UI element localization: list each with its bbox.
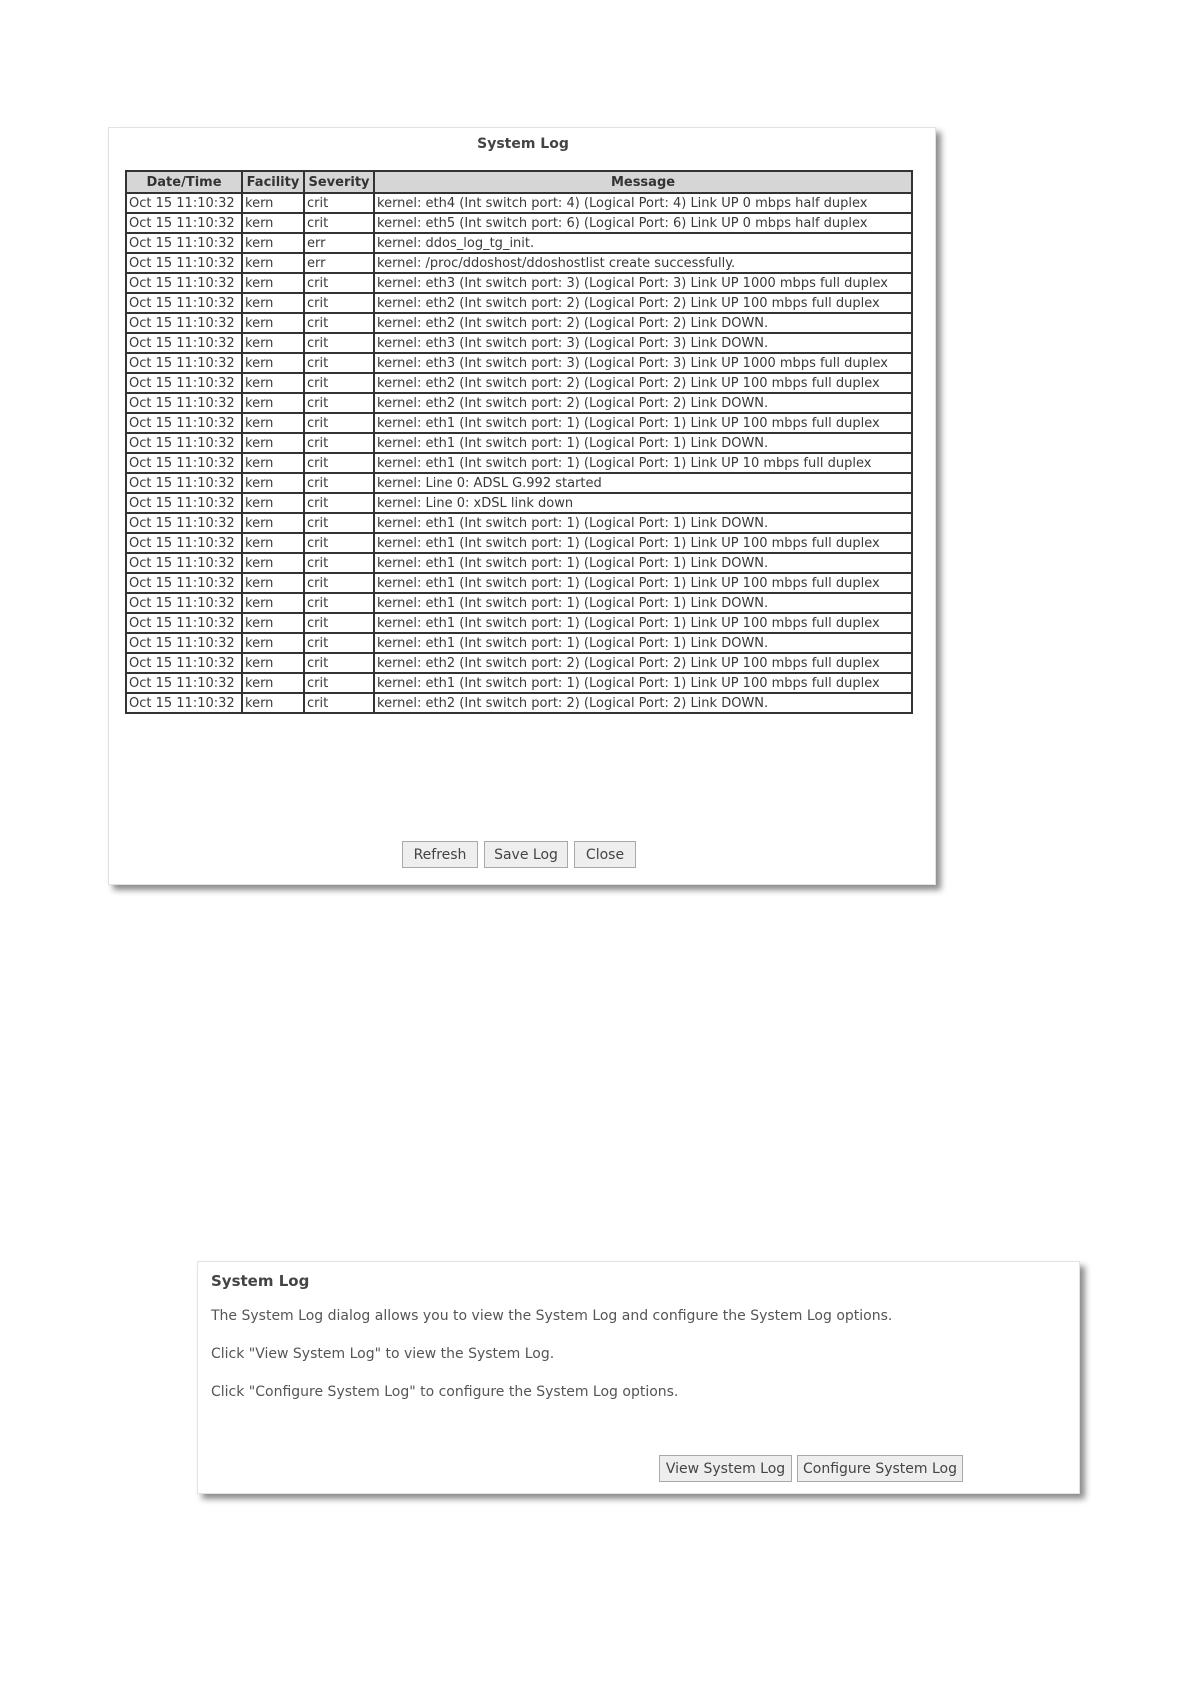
cell-severity: crit (304, 293, 374, 313)
cell-date-time: Oct 15 11:10:32 (126, 413, 242, 433)
table-row (126, 473, 912, 493)
cell-facility: kern (242, 233, 304, 253)
cell-severity: crit (304, 633, 374, 653)
cell-facility: kern (242, 573, 304, 593)
cell-message: kernel: eth1 (Int switch port: 1) (Logical Port: 1) Link UP 100 mbps full duplex (374, 613, 912, 633)
cell-facility: kern (242, 213, 304, 233)
table-row (126, 533, 912, 553)
cell-severity: crit (304, 213, 374, 233)
cell-message: kernel: eth3 (Int switch port: 3) (Logical Port: 3) Link DOWN. (374, 333, 912, 353)
cell-date-time: Oct 15 11:10:32 (126, 233, 242, 253)
cell-facility: kern (242, 353, 304, 373)
cell-date-time: Oct 15 11:10:32 (126, 533, 242, 553)
table-row (126, 673, 912, 693)
cell-facility: kern (242, 293, 304, 313)
table-row (126, 333, 912, 353)
cell-message: kernel: eth3 (Int switch port: 3) (Logical Port: 3) Link UP 1000 mbps full duplex (374, 273, 912, 293)
cell-date-time: Oct 15 11:10:32 (126, 673, 242, 693)
table-row (126, 233, 912, 253)
cell-message: kernel: eth2 (Int switch port: 2) (Logical Port: 2) Link DOWN. (374, 693, 912, 713)
cell-message: kernel: eth1 (Int switch port: 1) (Logical Port: 1) Link DOWN. (374, 513, 912, 533)
cell-severity: crit (304, 493, 374, 513)
view-system-log-button[interactable]: View System Log (659, 1455, 792, 1482)
cell-facility: kern (242, 653, 304, 673)
cell-message: kernel: eth1 (Int switch port: 1) (Logical Port: 1) Link DOWN. (374, 593, 912, 613)
cell-message: kernel: eth2 (Int switch port: 2) (Logical Port: 2) Link UP 100 mbps full duplex (374, 293, 912, 313)
system-log-dialog (108, 127, 936, 885)
cell-date-time: Oct 15 11:10:32 (126, 473, 242, 493)
cell-facility: kern (242, 253, 304, 273)
table-row (126, 293, 912, 313)
cell-date-time: Oct 15 11:10:32 (126, 693, 242, 713)
column-header-date-time: Date/Time (126, 171, 242, 193)
system-log-table (125, 170, 913, 714)
cell-severity: crit (304, 413, 374, 433)
cell-severity: crit (304, 693, 374, 713)
cell-facility: kern (242, 433, 304, 453)
cell-severity: crit (304, 473, 374, 493)
cell-message: kernel: eth1 (Int switch port: 1) (Logical Port: 1) Link DOWN. (374, 633, 912, 653)
cell-severity: err (304, 253, 374, 273)
column-header-message: Message (374, 171, 912, 193)
table-row (126, 213, 912, 233)
cell-facility: kern (242, 333, 304, 353)
table-row (126, 393, 912, 413)
cell-message: kernel: eth2 (Int switch port: 2) (Logical Port: 2) Link DOWN. (374, 393, 912, 413)
table-row (126, 653, 912, 673)
cell-severity: crit (304, 433, 374, 453)
table-row (126, 433, 912, 453)
configure-instruction-text: Click "Configure System Log" to configure the System Log options. (211, 1384, 679, 1400)
cell-severity: crit (304, 553, 374, 573)
cell-facility: kern (242, 193, 304, 213)
cell-message: kernel: ddos_log_tg_init. (374, 233, 912, 253)
cell-severity: err (304, 233, 374, 253)
cell-date-time: Oct 15 11:10:32 (126, 493, 242, 513)
cell-facility: kern (242, 313, 304, 333)
cell-severity: crit (304, 453, 374, 473)
cell-severity: crit (304, 533, 374, 553)
table-row (126, 413, 912, 433)
table-row (126, 453, 912, 473)
cell-severity: crit (304, 653, 374, 673)
view-instruction-text: Click "View System Log" to view the System Log. (211, 1346, 555, 1362)
cell-date-time: Oct 15 11:10:32 (126, 333, 242, 353)
column-header-facility: Facility (242, 171, 304, 193)
table-row (126, 313, 912, 333)
cell-date-time: Oct 15 11:10:32 (126, 653, 242, 673)
cell-severity: crit (304, 313, 374, 333)
cell-severity: crit (304, 613, 374, 633)
cell-date-time: Oct 15 11:10:32 (126, 453, 242, 473)
refresh-button[interactable]: Refresh (402, 841, 478, 868)
cell-date-time: Oct 15 11:10:32 (126, 513, 242, 533)
table-row (126, 513, 912, 533)
cell-date-time: Oct 15 11:10:32 (126, 613, 242, 633)
cell-date-time: Oct 15 11:10:32 (126, 293, 242, 313)
cell-facility: kern (242, 473, 304, 493)
cell-severity: crit (304, 673, 374, 693)
cell-facility: kern (242, 493, 304, 513)
cell-facility: kern (242, 393, 304, 413)
cell-message: kernel: Line 0: xDSL link down (374, 493, 912, 513)
cell-message: kernel: Line 0: ADSL G.992 started (374, 473, 912, 493)
cell-date-time: Oct 15 11:10:32 (126, 593, 242, 613)
cell-facility: kern (242, 633, 304, 653)
cell-facility: kern (242, 513, 304, 533)
cell-date-time: Oct 15 11:10:32 (126, 633, 242, 653)
cell-facility: kern (242, 273, 304, 293)
table-row (126, 193, 912, 213)
table-row (126, 353, 912, 373)
cell-date-time: Oct 15 11:10:32 (126, 393, 242, 413)
cell-severity: crit (304, 593, 374, 613)
table-row (126, 373, 912, 393)
cell-date-time: Oct 15 11:10:32 (126, 573, 242, 593)
cell-facility: kern (242, 533, 304, 553)
cell-date-time: Oct 15 11:10:32 (126, 213, 242, 233)
cell-facility: kern (242, 453, 304, 473)
description-text: The System Log dialog allows you to view the System Log and configure the System Log options. (211, 1308, 893, 1324)
cell-facility: kern (242, 413, 304, 433)
cell-message: kernel: eth5 (Int switch port: 6) (Logical Port: 6) Link UP 0 mbps half duplex (374, 213, 912, 233)
cell-message: kernel: eth1 (Int switch port: 1) (Logical Port: 1) Link UP 10 mbps full duplex (374, 453, 912, 473)
table-row (126, 573, 912, 593)
cell-date-time: Oct 15 11:10:32 (126, 373, 242, 393)
cell-message: kernel: /proc/ddoshost/ddoshostlist create successfully. (374, 253, 912, 273)
cell-severity: crit (304, 193, 374, 213)
cell-message: kernel: eth1 (Int switch port: 1) (Logical Port: 1) Link UP 100 mbps full duplex (374, 533, 912, 553)
cell-facility: kern (242, 593, 304, 613)
cell-severity: crit (304, 513, 374, 533)
cell-date-time: Oct 15 11:10:32 (126, 553, 242, 573)
cell-facility: kern (242, 693, 304, 713)
cell-facility: kern (242, 613, 304, 633)
cell-message: kernel: eth3 (Int switch port: 3) (Logical Port: 3) Link UP 1000 mbps full duplex (374, 353, 912, 373)
cell-message: kernel: eth2 (Int switch port: 2) (Logical Port: 2) Link UP 100 mbps full duplex (374, 373, 912, 393)
cell-facility: kern (242, 373, 304, 393)
cell-date-time: Oct 15 11:10:32 (126, 313, 242, 333)
table-row (126, 693, 912, 713)
table-header-row (126, 171, 912, 193)
close-button[interactable]: Close (574, 841, 636, 868)
cell-facility: kern (242, 673, 304, 693)
table-row (126, 633, 912, 653)
cell-message: kernel: eth4 (Int switch port: 4) (Logical Port: 4) Link UP 0 mbps half duplex (374, 193, 912, 213)
cell-severity: crit (304, 573, 374, 593)
table-row (126, 253, 912, 273)
cell-facility: kern (242, 553, 304, 573)
table-row (126, 613, 912, 633)
dialog-title: System Log (477, 136, 569, 152)
cell-date-time: Oct 15 11:10:32 (126, 273, 242, 293)
log-rows (126, 193, 912, 713)
cell-message: kernel: eth1 (Int switch port: 1) (Logical Port: 1) Link UP 100 mbps full duplex (374, 413, 912, 433)
cell-severity: crit (304, 353, 374, 373)
cell-message: kernel: eth2 (Int switch port: 2) (Logical Port: 2) Link DOWN. (374, 313, 912, 333)
cell-message: kernel: eth1 (Int switch port: 1) (Logical Port: 1) Link UP 100 mbps full duplex (374, 673, 912, 693)
cell-severity: crit (304, 393, 374, 413)
cell-date-time: Oct 15 11:10:32 (126, 193, 242, 213)
save-log-button[interactable]: Save Log (484, 841, 568, 868)
cell-severity: crit (304, 333, 374, 353)
table-row (126, 593, 912, 613)
cell-date-time: Oct 15 11:10:32 (126, 433, 242, 453)
cell-message: kernel: eth1 (Int switch port: 1) (Logical Port: 1) Link UP 100 mbps full duplex (374, 573, 912, 593)
cell-date-time: Oct 15 11:10:32 (126, 353, 242, 373)
table-row (126, 273, 912, 293)
cell-date-time: Oct 15 11:10:32 (126, 253, 242, 273)
table-row (126, 553, 912, 573)
system-log-info-panel (197, 1261, 1080, 1494)
column-header-severity: Severity (304, 171, 374, 193)
cell-severity: crit (304, 373, 374, 393)
cell-message: kernel: eth2 (Int switch port: 2) (Logical Port: 2) Link UP 100 mbps full duplex (374, 653, 912, 673)
panel-title: System Log (211, 1272, 310, 1290)
cell-message: kernel: eth1 (Int switch port: 1) (Logical Port: 1) Link DOWN. (374, 433, 912, 453)
configure-system-log-button[interactable]: Configure System Log (797, 1455, 963, 1482)
cell-severity: crit (304, 273, 374, 293)
table-row (126, 493, 912, 513)
cell-message: kernel: eth1 (Int switch port: 1) (Logical Port: 1) Link DOWN. (374, 553, 912, 573)
